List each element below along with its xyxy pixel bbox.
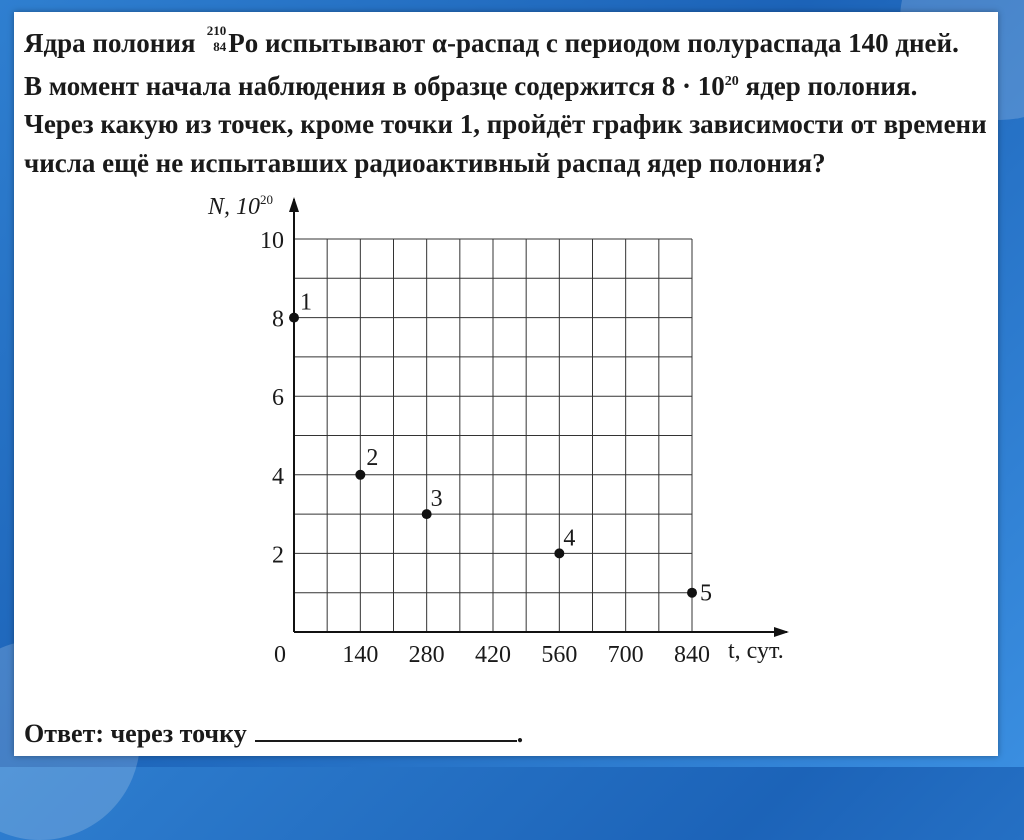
answer-line: Ответ: через точку . xyxy=(24,719,524,748)
x-tick-label: 280 xyxy=(408,642,445,668)
data-point-label: 1 xyxy=(300,289,312,316)
decay-chart xyxy=(14,12,998,756)
y-tick-label: 10 xyxy=(260,228,284,254)
y-tick-label: 4 xyxy=(272,463,284,490)
chart-grid xyxy=(294,239,692,632)
x-axis-arrow xyxy=(774,627,789,637)
origin-label: 0 xyxy=(274,642,286,668)
task-line-2: В момент начала наблюдения в образце содержится $8 \cdot 10^{20}$ ядер полония. xyxy=(24,70,918,101)
answer-label: Ответ: через точку xyxy=(24,719,247,748)
x-tick-label: 140 xyxy=(342,642,379,668)
x-tick-label: 560 xyxy=(541,642,578,668)
task-line-3: Через какую из точек, кроме точки 1, пройдёт график зависимости от времени xyxy=(24,109,987,139)
x-tick-label: 700 xyxy=(607,642,644,668)
exponent: 20 xyxy=(724,73,739,89)
nuclide-charge-number: 84 xyxy=(213,39,227,54)
data-point-label: 3 xyxy=(430,486,443,513)
y-tick-label: 6 xyxy=(272,385,284,412)
data-point-label: 4 xyxy=(563,525,576,552)
chart-points xyxy=(289,290,712,607)
data-point-label: 2 xyxy=(366,444,379,471)
data-point xyxy=(355,470,365,480)
y-tick-label: 8 xyxy=(272,306,284,333)
y-tick-label: 2 xyxy=(272,542,284,569)
task-line-4: числа ещё не испытавших радиоактивный распад ядер полония? xyxy=(24,147,826,178)
y-axis-arrow xyxy=(289,197,299,212)
nuclide-symbol: Po xyxy=(228,28,259,58)
data-point xyxy=(687,588,697,598)
task-line-1: Ядра полония 210 84 Po испытывают α-распад с периодом полураспада 140 дней. xyxy=(24,23,959,58)
x-tick-label: 420 xyxy=(475,642,511,668)
answer-blank[interactable] xyxy=(255,718,517,742)
chart-axes xyxy=(289,197,789,637)
nuclide-mass-number: 210 xyxy=(206,23,227,38)
data-point xyxy=(289,313,299,323)
y-axis-label: N, $10^{20}$ xyxy=(208,192,274,220)
x-tick-label: 840 xyxy=(674,642,710,668)
x-axis-label: t, сут. xyxy=(728,638,784,664)
data-point-label: 5 xyxy=(700,580,712,607)
worksheet-card xyxy=(14,12,998,756)
